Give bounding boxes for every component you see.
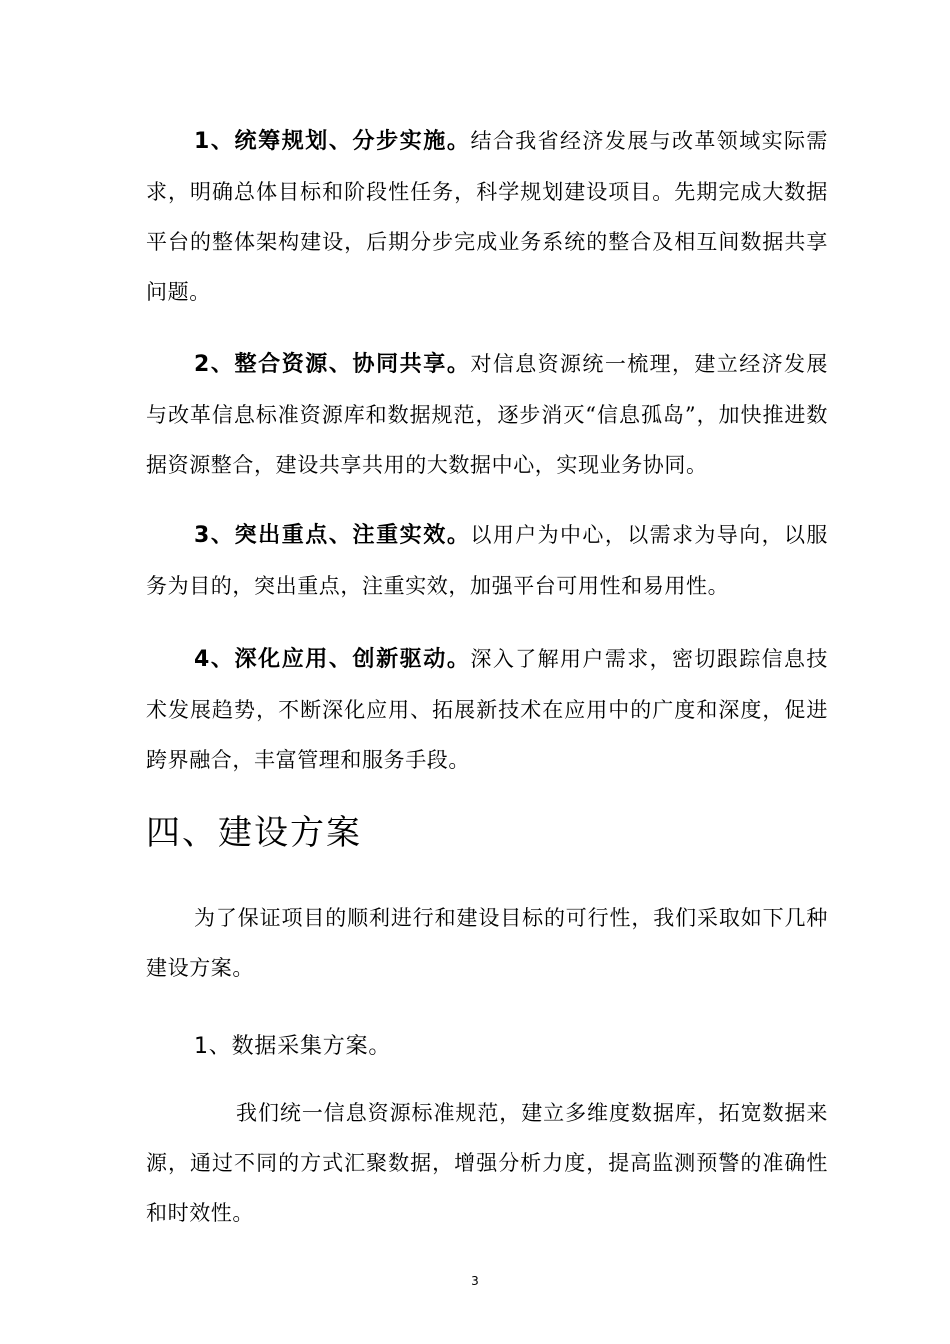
principle-text-4: 深入了解用户需求，密切跟踪信息技术发展趋势，不断深化应用、拓展新技术在应用中的广度和深度，促进跨界融合，丰富管理和服务手段。 [146, 647, 828, 772]
section-intro-text: 为了保证项目的顺利进行和建设目标的可行性，我们采取如下几种建设方案。 [146, 906, 828, 980]
section-body [146, 1088, 828, 1238]
principle-text-2: 对信息资源统一梳理，建立经济发展与改革信息标准资源库和数据规范，逐步消灭“信息孤岛”，加快推进数据资源整合，建设共享共用的大数据中心，实现业务协同。 [146, 352, 828, 477]
principle-lead-3: 3、突出重点、注重实效。 [194, 523, 471, 548]
page-number: 3 [471, 1274, 479, 1288]
principle-text-1: 结合我省经济发展与改革领域实际需求，明确总体目标和阶段性任务，科学规划建设项目。先期完成大数据平台的整体架构建设，后期分步完成业务系统的整合及相互间数据共享问题。 [146, 129, 828, 304]
section-intro [146, 893, 828, 993]
principle-paragraph-4 [146, 634, 828, 785]
section-heading: 四、建设方案 [146, 813, 362, 853]
section-body-text: 我们统一信息资源标准规范，建立多维度数据库，拓宽数据来源，通过不同的方式汇聚数据，增强分析力度，提高监测预警的准确性和时效性。 [146, 1101, 828, 1225]
principle-text-3: 以用户为中心，以需求为导向，以服务为目的，突出重点，注重实效，加强平台可用性和易用性。 [146, 523, 828, 598]
principle-paragraph-2 [146, 339, 828, 490]
principle-paragraph-1 [146, 116, 828, 317]
principle-lead-1: 1、统筹规划、分步实施。 [194, 129, 471, 154]
principle-paragraph-3 [146, 510, 828, 611]
principle-lead-2: 2、整合资源、协同共享。 [194, 352, 471, 377]
section-subheading: 1、数据采集方案。 [194, 1034, 392, 1059]
principle-lead-4: 4、深化应用、创新驱动。 [194, 647, 471, 672]
